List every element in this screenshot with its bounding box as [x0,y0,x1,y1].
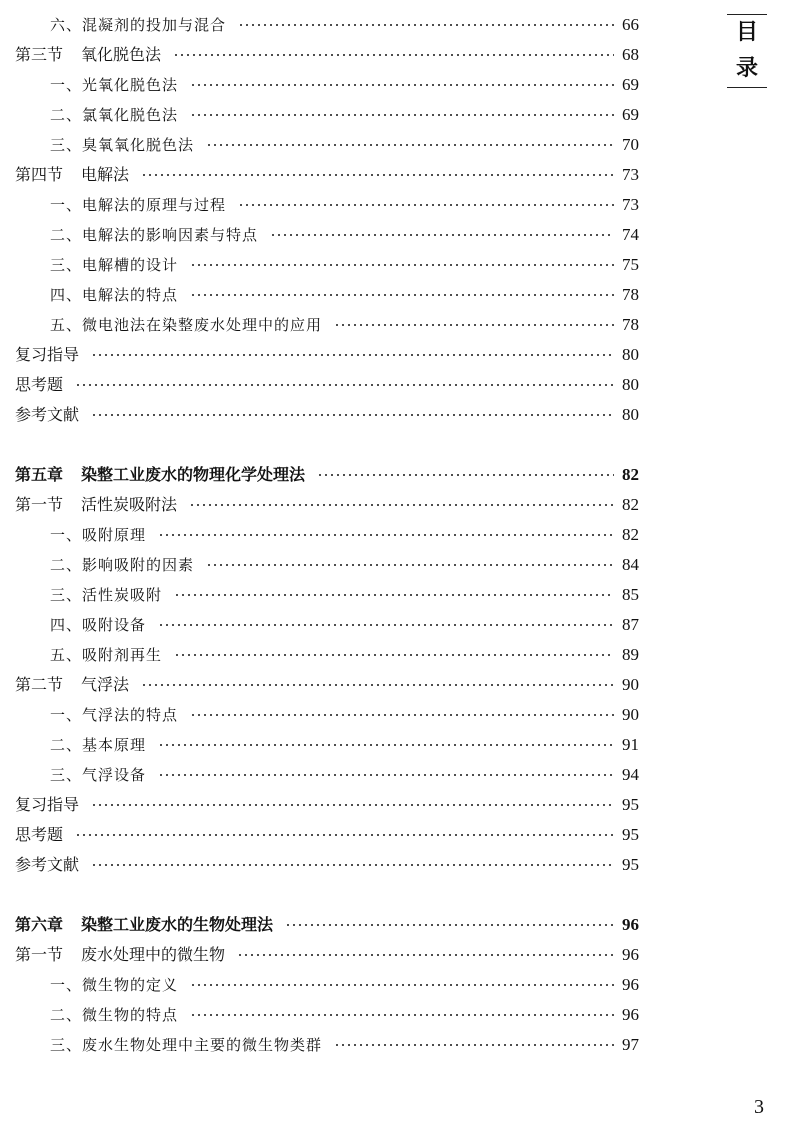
dot-leader [158,774,614,776]
toc-entry-title [50,310,322,340]
toc-entry-title [50,760,146,790]
toc-page-number: 96 [622,975,639,994]
dot-leader [190,714,614,716]
dot-leader [190,984,614,986]
dot-leader [190,264,614,266]
toc-entry-title [15,820,63,850]
toc-entry-title [50,130,194,160]
dot-leader [237,954,614,956]
toc-page-number: 73 [622,195,639,214]
toc-entry-title [15,370,63,400]
toc-page-number: 96 [622,915,639,934]
toc-subsection-row[interactable] [0,10,790,40]
toc-subsection-row[interactable] [0,580,790,610]
dot-leader [238,24,614,26]
toc-subsection-row[interactable] [0,190,790,220]
toc-section-row[interactable] [0,340,790,370]
toc-entry-number: 一、 [50,526,83,544]
toc-entry-title [15,490,177,520]
toc-entry-text: 电解法的特点 [82,286,179,304]
toc-entry-text: 微电池法在染整废水处理中的应用 [82,316,323,334]
toc-entry-title [50,220,258,250]
toc-subsection-row[interactable] [0,760,790,790]
toc-entry-text: 微生物的定义 [82,976,179,994]
toc-entry-title [50,70,178,100]
contents-side-tab [727,14,767,88]
toc-chapter-row[interactable] [0,460,790,490]
toc-subsection-row[interactable] [0,550,790,580]
toc-entry-number: 一、 [50,76,83,94]
toc-entry-title [50,100,178,130]
dot-leader [285,924,614,926]
toc-subsection-row[interactable] [0,220,790,250]
toc-entry-title [15,850,79,880]
toc-entry-title [15,670,129,700]
dot-leader [174,654,614,656]
toc-section-row[interactable] [0,820,790,850]
dot-leader [238,204,614,206]
toc-entry-number: 第五章 [15,465,64,484]
toc-entry-title [15,160,129,190]
dot-leader [141,684,614,686]
toc-entry-text: 光氧化脱色法 [82,76,179,94]
toc-entry-number: 四、 [50,616,83,634]
toc-section-row[interactable] [0,400,790,430]
toc-page-number: 78 [622,315,639,334]
dot-leader [91,354,614,356]
toc-entry-text: 氯氧化脱色法 [82,106,179,124]
page-number: 3 [754,1096,764,1118]
toc-entry-title [50,640,162,670]
toc-entry-text: 活性炭吸附 [82,586,163,604]
toc-entry-text: 臭氧氧化脱色法 [82,136,195,154]
toc-page-number: 96 [622,1005,639,1024]
toc-page-number: 70 [622,135,639,154]
toc-entry-title [15,940,225,970]
toc-page-number: 90 [622,705,639,724]
toc-section-row[interactable] [0,490,790,520]
toc-entry-text: 基本原理 [82,736,147,754]
toc-entry-number: 二、 [50,106,83,124]
toc-entry-number: 第一节 [15,945,64,964]
toc-entry-text: 微生物的特点 [82,1006,179,1024]
toc-page-number: 69 [622,105,639,124]
toc-page-number: 82 [622,465,639,484]
toc-entry-title [50,520,146,550]
toc-section-row[interactable] [0,850,790,880]
dot-leader [75,834,614,836]
toc-entry-title [50,1000,178,1030]
toc-page-number: 82 [622,525,639,544]
toc-page-number: 68 [622,45,639,64]
dot-leader [317,474,614,476]
toc-chapter-row[interactable] [0,910,790,940]
toc-entry-text: 气浮法的特点 [82,706,179,724]
toc-page-number: 69 [622,75,639,94]
toc-entry-number: 五、 [50,646,83,664]
toc-entry-number: 二、 [50,736,83,754]
toc-entry-number: 五、 [50,316,83,334]
dot-leader [173,54,614,56]
toc-entry-number: 三、 [50,256,83,274]
toc-section-row[interactable] [0,940,790,970]
toc-entry-title [15,340,79,370]
dot-leader [91,414,614,416]
toc-entry-title [50,970,178,1000]
toc-page-number: 95 [622,795,639,814]
toc-entry-text: 染整工业废水的物理化学处理法 [81,465,306,484]
toc-entry-text: 活性炭吸附法 [81,495,178,514]
toc-subsection-row[interactable] [0,520,790,550]
toc-page-number: 80 [622,345,639,364]
toc-entry-text: 思考题 [15,825,64,844]
toc-entry-number: 第三节 [15,45,64,64]
toc-entry-text: 气浮设备 [82,766,147,784]
toc-entry-text: 复习指导 [15,345,80,364]
toc-page-number: 90 [622,675,639,694]
toc-subsection-row[interactable] [0,640,790,670]
toc-entry-text: 吸附原理 [82,526,147,544]
toc-entry-title [15,400,79,430]
toc-page-number: 80 [622,405,639,424]
dot-leader [75,384,614,386]
toc-entry-title [50,580,162,610]
dot-leader [190,84,614,86]
toc-subsection-row[interactable] [0,280,790,310]
toc-page-number: 95 [622,825,639,844]
tab-char-1: 目 [735,20,758,45]
toc-page-number: 66 [622,15,639,34]
toc-entry-text: 思考题 [15,375,64,394]
dot-leader [91,864,614,866]
toc-entry-number: 二、 [50,1006,83,1024]
tab-divider-bottom [727,87,767,88]
toc-subsection-row[interactable] [0,700,790,730]
dot-leader [190,294,614,296]
toc-entry-title [50,730,146,760]
toc-subsection-row[interactable] [0,100,790,130]
toc-entry-number: 四、 [50,286,83,304]
toc-page-number: 78 [622,285,639,304]
toc-page-number: 94 [622,765,639,784]
toc-page-number: 85 [622,585,639,604]
toc-subsection-row[interactable] [0,310,790,340]
toc-entry-text: 电解槽的设计 [82,256,179,274]
toc-entry-text: 染整工业废水的生物处理法 [81,915,274,934]
toc-entry-text: 吸附剂再生 [82,646,163,664]
toc-page-number: 74 [622,225,639,244]
dot-leader [334,324,614,326]
toc-entry-title [15,790,79,820]
toc-subsection-row[interactable] [0,1030,790,1060]
dot-leader [334,1044,614,1046]
toc-page-number: 75 [622,255,639,274]
toc-entry-title [50,10,226,40]
section-gap [0,880,790,910]
toc-entry-number: 一、 [50,196,83,214]
toc-entry-number: 六、 [50,16,83,34]
toc-subsection-row[interactable] [0,130,790,160]
toc-entry-number: 第二节 [15,675,64,694]
toc-entry-title [50,610,146,640]
toc-section-row[interactable] [0,370,790,400]
toc-entry-text: 电解法的影响因素与特点 [82,226,259,244]
toc-subsection-row[interactable] [0,730,790,760]
toc-page-number: 95 [622,855,639,874]
toc-entry-number: 三、 [50,586,83,604]
table-of-contents [0,10,790,1060]
toc-page-number: 73 [622,165,639,184]
toc-entry-text: 参考文献 [15,855,80,874]
dot-leader [189,504,614,506]
toc-entry-title [15,910,273,940]
dot-leader [158,534,614,536]
toc-entry-number: 一、 [50,976,83,994]
toc-entry-text: 电解法 [81,165,130,184]
toc-subsection-row[interactable] [0,610,790,640]
section-gap [0,430,790,460]
dot-leader [190,1014,614,1016]
toc-entry-text: 气浮法 [81,675,130,694]
toc-page-number: 80 [622,375,639,394]
toc-page-number: 82 [622,495,639,514]
dot-leader [206,564,614,566]
toc-entry-text: 参考文献 [15,405,80,424]
toc-entry-number: 三、 [50,766,83,784]
toc-entry-text: 氧化脱色法 [81,45,162,64]
toc-section-row[interactable] [0,40,790,70]
toc-entry-number: 三、 [50,1036,83,1054]
dot-leader [141,174,614,176]
toc-entry-number: 第一节 [15,495,64,514]
toc-subsection-row[interactable] [0,70,790,100]
toc-entry-text: 混凝剂的投加与混合 [82,16,227,34]
toc-entry-title [50,190,226,220]
toc-entry-title [50,280,178,310]
toc-entry-text: 影响吸附的因素 [82,556,195,574]
toc-page-number: 96 [622,945,639,964]
toc-entry-title [50,700,178,730]
dot-leader [190,114,614,116]
toc-section-row[interactable] [0,670,790,700]
toc-entry-text: 废水生物处理中主要的微生物类群 [82,1036,323,1054]
toc-page-number: 91 [622,735,639,754]
toc-subsection-row[interactable] [0,970,790,1000]
toc-subsection-row[interactable] [0,250,790,280]
toc-subsection-row[interactable] [0,1000,790,1030]
dot-leader [206,144,614,146]
toc-entry-title [50,550,194,580]
toc-entry-text: 废水处理中的微生物 [81,945,226,964]
toc-entry-title [50,250,178,280]
toc-entry-title [15,460,305,490]
dot-leader [158,744,614,746]
dot-leader [174,594,614,596]
dot-leader [158,624,614,626]
toc-section-row[interactable] [0,160,790,190]
toc-entry-title [50,1030,322,1060]
dot-leader [91,804,614,806]
toc-entry-title [15,40,161,70]
toc-entry-number: 二、 [50,556,83,574]
toc-page-number: 84 [622,555,639,574]
toc-entry-number: 一、 [50,706,83,724]
toc-entry-number: 三、 [50,136,83,154]
toc-section-row[interactable] [0,790,790,820]
toc-page-number: 89 [622,645,639,664]
toc-entry-number: 第四节 [15,165,64,184]
toc-entry-number: 二、 [50,226,83,244]
toc-entry-text: 吸附设备 [82,616,147,634]
toc-page-number: 97 [622,1035,639,1054]
dot-leader [270,234,614,236]
toc-entry-text: 复习指导 [15,795,80,814]
toc-entry-text: 电解法的原理与过程 [82,196,227,214]
toc-entry-number: 第六章 [15,915,64,934]
tab-char-2: 录 [735,56,758,81]
toc-page-number: 87 [622,615,639,634]
